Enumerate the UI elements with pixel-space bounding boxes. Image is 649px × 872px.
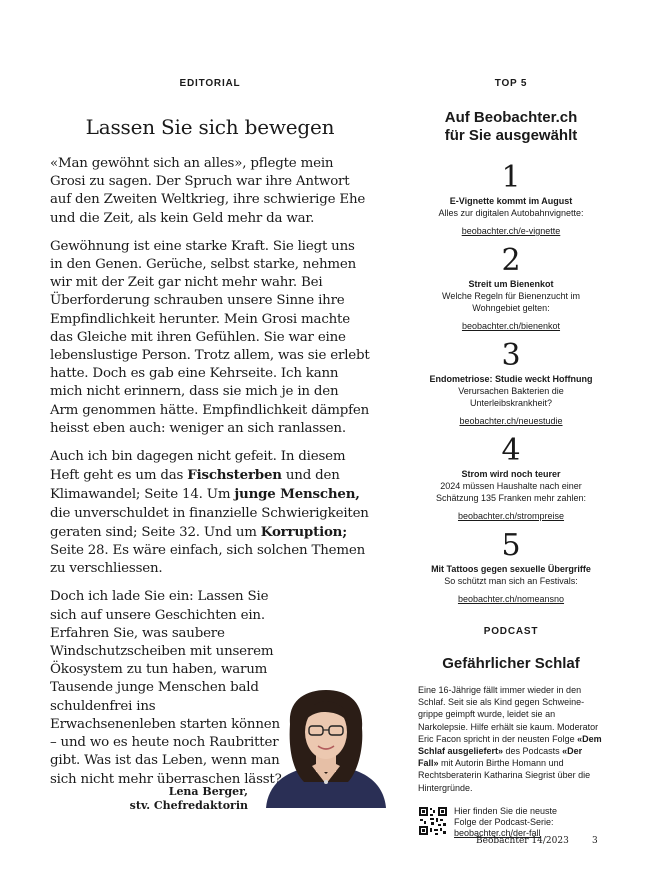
editorial-label: EDITORIAL bbox=[179, 78, 241, 89]
top5-item-title: E-Vignette kommt im August bbox=[449, 196, 573, 206]
p3-bold-korruption: Korruption; bbox=[260, 523, 347, 540]
top5-item-number: 3 bbox=[501, 338, 521, 373]
top5-item-3 bbox=[418, 338, 604, 428]
top5-item-desc: Verursachen Bakterien die Unterleibskrankheit? bbox=[458, 386, 564, 408]
page-number: 3 bbox=[592, 836, 598, 846]
podcast-link[interactable]: beobachter.ch/der-fall bbox=[454, 827, 541, 838]
top5-item-number: 4 bbox=[501, 433, 521, 468]
podcast-text-c: mit Autorin Birthe Homann und Rechtsberaterin Katharina Siegrist über die Hintergründe. bbox=[418, 758, 591, 793]
qr-caption-line2: Folge der Podcast-Serie: bbox=[454, 816, 554, 827]
top5-item-number: 1 bbox=[501, 160, 521, 195]
podcast-text bbox=[418, 684, 604, 794]
podcast-episode-title: «Dem Schlaf ausgeliefert» bbox=[418, 733, 602, 757]
top5-item-title: Streit um Bienenkot bbox=[468, 279, 554, 289]
podcast-series-title: «Der Fall» bbox=[418, 746, 583, 769]
editorial-paragraph-2: Gewöhnung ist eine starke Kraft. Sie liegt uns in den Genen. Gerüche, selbst starke, nehmen wir mit der Zeit gar nicht mehr wahr. Bei Überforderung schrauben unsere Sinne ihre Empfindlichkeit herunter. Mein Grosi machte das Gleiche mit ihren Gefühlen. Sie war eine lebenslustige Person. Trotz allem, was sie erlebt hatte. Doch es gab eine Kehrseite. Ich kann mich nicht erinnern, dass sie mich je in den Arm genommen hätte. Empfindlichkeit dämpfen heisst eben auch: weniger an sich ranlassen. bbox=[50, 238, 370, 436]
top5-item-desc: 2024 müssen Haushalte nach einer Schätzung 135 Franken mehr zahlen: bbox=[435, 481, 587, 503]
top5-item-1 bbox=[418, 160, 604, 238]
top5-item-link[interactable]: beobachter.ch/bienenkot bbox=[461, 321, 561, 331]
editorial-paragraph-1: «Man gewöhnt sich an alles», pflegte mein Grosi zu sagen. Der Spruch war ihre Antwort auf den Zweiten Weltkrieg, ihre schwierige Ehe und die Zeit, als kein Geld mehr da war. bbox=[50, 156, 366, 226]
top5-item-title: Mit Tattoos gegen sexuelle Übergriffe bbox=[431, 564, 591, 574]
top5-item-number: 5 bbox=[501, 528, 521, 563]
p3-text-c: und den Klimawandel; Seite 14. Um bbox=[50, 468, 340, 503]
top5-item-number: 2 bbox=[501, 243, 521, 278]
author-signature bbox=[110, 785, 248, 813]
qr-code-icon[interactable] bbox=[418, 806, 448, 836]
author-portrait bbox=[262, 686, 390, 808]
author-role: stv. Chefredaktorin bbox=[129, 799, 248, 812]
top5-label: TOP 5 bbox=[494, 78, 528, 89]
p3-text-e: Seite 28. Es wäre einfach, sich solchen Themen zu verschliessen. bbox=[50, 543, 366, 577]
editorial-paragraph-4: Doch ich lade Sie ein: Lassen Sie sich auf unsere Geschichten ein. Erfahren Sie, was saubere Windschutzscheiben mit unserem Ökosystem zu tun haben, warum Tausende junge Menschen bald schuldenfrei ins Erwachsenenleben starten können – und wo es heute noch Raubritter gibt. Was ist das Leben, wenn man sich nicht mehr überraschen lässt? bbox=[50, 589, 282, 787]
top5-item-title: Strom wird noch teurer bbox=[461, 469, 561, 479]
top5-item-desc: Alles zur digitalen Autobahnvignette: bbox=[438, 208, 584, 218]
p3-text-d: die unverschuldet in finanzielle Schwierigkeiten geraten sind; Seite 32. Und um bbox=[50, 505, 369, 540]
top5-item-link[interactable]: beobachter.ch/nomeansno bbox=[457, 594, 565, 604]
top5-item-5 bbox=[418, 528, 604, 606]
top5-item-desc: So schützt man sich an Festivals: bbox=[444, 576, 578, 586]
p3-bold-junge-menschen: junge Menschen, bbox=[234, 486, 360, 503]
top5-item-4 bbox=[418, 433, 604, 523]
p3-bold-fischsterben: Fischsterben bbox=[187, 467, 282, 484]
podcast-heading: Gefährlicher Schlaf bbox=[442, 655, 580, 672]
qr-caption bbox=[454, 806, 557, 839]
top5-item-link[interactable]: beobachter.ch/e-vignette bbox=[461, 226, 561, 236]
editorial-title: Lassen Sie sich bewegen bbox=[85, 115, 335, 139]
p3-text-a: Auch ich bin dagegen nicht gefeit. In diesem Heft geht es um das bbox=[50, 449, 346, 484]
top5-item-2 bbox=[418, 243, 604, 333]
top5-item-title: Endometriose: Studie weckt Hoffnung bbox=[429, 374, 593, 384]
top5-heading bbox=[418, 109, 604, 145]
issue-footer: Beobachter 14/2023 bbox=[476, 836, 569, 846]
top5-item-link[interactable]: beobachter.ch/neuestudie bbox=[459, 416, 563, 426]
qr-caption-line1: Hier finden Sie die neuste bbox=[454, 805, 558, 816]
podcast-label: PODCAST bbox=[483, 626, 539, 637]
editorial-paragraph-3 bbox=[50, 448, 370, 578]
top5-item-desc: Welche Regeln für Bienenzucht im Wohngebiet gelten: bbox=[442, 291, 580, 313]
top5-item-link[interactable]: beobachter.ch/strompreise bbox=[457, 511, 565, 521]
podcast-text-a: Eine 16-Jährige fällt immer wieder in den Schlaf. Seit sie als Kind gegen Schweinegrippe geimpft wurde, leidet sie an Narkolepsie. Hilfe erhält sie kaum. Moderator Eric Facon spricht in der neusten Folge bbox=[418, 685, 599, 744]
podcast-qr-block bbox=[418, 806, 604, 839]
podcast-text-b: des Podcasts bbox=[503, 746, 563, 757]
top5-heading-line2: für Sie ausgewählt bbox=[444, 127, 578, 144]
author-name: Lena Berger, bbox=[168, 785, 248, 798]
top5-heading-line1: Auf Beobachter.ch bbox=[444, 109, 578, 126]
sidebar-column bbox=[418, 78, 604, 839]
